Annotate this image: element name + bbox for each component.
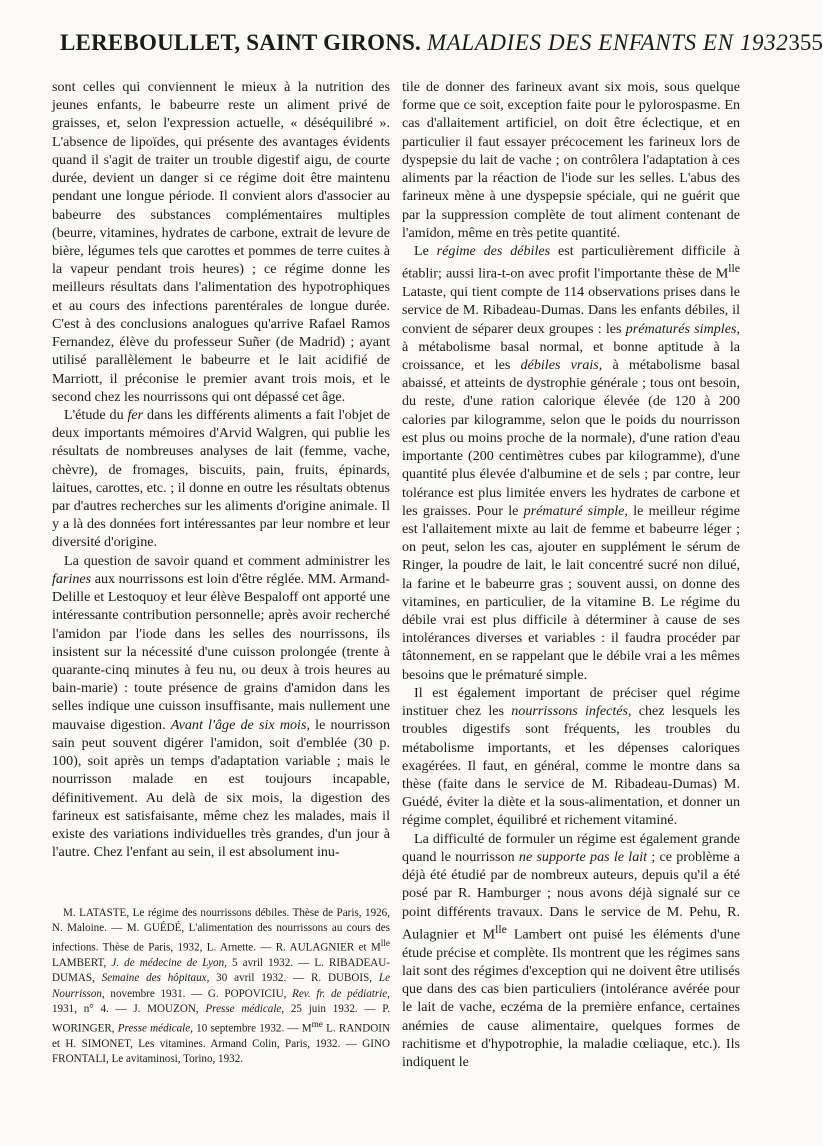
right-paragraph-3: Il est également important de préciser quel régime instituer chez les nourrissons infectés, chez lesquels les troubles digestifs sont fréquents, les troubles du métabolisme importants, et les dépenses caloriques exagérées. Il faut, en général, comme le montre dans sa thèse (faite dans le service de M. Ribadeau-Dumas) M. Guédé, éviter la diète et la sous-alimentation, et donner un régime complet, équilibré et richement vitaminé. (402, 684, 740, 829)
header-title: MALADIES DES ENFANTS EN 1932 (426, 30, 789, 55)
right-column (402, 78, 740, 1071)
footnotes (52, 906, 390, 1067)
footnotes-text: M. LATASTE, Le régime des nourrissons débiles. Thèse de Paris, 1926, N. Maloine. — M. GUÉDÉ, L'alimentation des nourrissons au cours des infections. Thèse de Paris, 1932, L. Arnette. — R. AULAGNIER et $M^{lle}$ LAMBERT, J. de médecine de Lyon, 5 avril 1932. — L. RIBADEAU-DUMAS, Semaine des hôpitaux, 30 avril 1932. — R. DUBOIS, Le Nourrisson, novembre 1931. — G. POPOVICIU, Rev. fr. de pédiatrie, 1931, n° 4. — J. MOUZON, Presse médicale, 25 juin 1932. — P. WORINGER, Presse médicale, 10 septembre 1932. — $M^{me}$ L. RANDOIN et H. SIMONET, Les vitamines. Armand Colin, Paris, 1932. — GINO FRONTALI, Le avitaminosi, Torino, 1932. (52, 907, 391, 1066)
left-paragraph-2: L'étude du fer dans les différents aliments a fait l'objet de deux importants mémoires d'Arvid Walgren, qui publie les résultats de nombreuses analyses de lait (femme, vache, chèvre), de fromages, biscuits, pain, fruits, épinards, laitues, carottes, etc. ; il donne en outre les résultats obtenus par d'autres recherches sur les aliments d'origine animale. Il y a là des données fort intéressantes par leur nombre et leur diversité d'origine. (52, 406, 391, 551)
left-column (52, 78, 390, 861)
right-paragraph-4: La difficulté de formuler un régime est également grande quand le nourrisson ne supporte pas le lait ; ce problème a déjà été étudié par de nombreux auteurs, depuis qu'il a été posé par R. Hamburger ; nous avons déjà signalé sur ce point différents travaux. Dans le service de M. Pehu, R. Aulagnier et $M^{lle}$ Lambert ont puisé les éléments d'une étude précise et complète. Ils montrent que les régimes sans lait sont des régimes d'exception qui ne doivent être utilisés que dans des cas bien particuliers (intolérance avérée pour le lait de vache, eczéma de la première enfance, certaines anémies de cause alimentaire, quelques formes de rachitisme et d'hypotrophie, la maladie cœliaque, etc.). Ils indiquent le (402, 830, 740, 1070)
header-authors: LEREBOULLET, SAINT GIRONS. (60, 30, 421, 55)
right-paragraph-1: tile de donner des farineux avant six mois, sous quelque forme que ce soit, exception faite pour le pylorospasme. En cas d'allaitement artificiel, on doit être éclectique, et en particulier il faut essayer précocement les farineux lors de dyspepsie du lait de vache ; on contrôlera l'adaptation à ces aliments par la réaction de l'iode sur les selles. L'abus des farineux mène à une dyspepsie spéciale, qui ne guérit que par la suppression complète de tout aliment contenant de l'amidon, même en très petite quantité. (402, 79, 740, 241)
page-number: 355 (788, 30, 823, 55)
left-paragraph-1: sont celles qui conviennent le mieux à la nutrition des jeunes enfants, le babeurre reste un aliment privé de graisses, et, selon l'expression actuelle, « déséquilibré ». L'absence de lipoïdes, qui présente des avantages évidents quand il s'agit de traiter un trouble digestif aigu, de courte durée, devient un danger si ce régime doit être maintenu pendant une longue période. Il convient alors d'associer au babeurre des substances complémentaires multiples (beurre, vitamines, hydrates de carbone, extrait de levure de bière, légumes tels que carottes et pommes de terre cuites à la vapeur pendant trois heures) ; ce régime donne les meilleurs résultats dans l'alimentation des hypotrophiques et au cours des infections parentérales de longue durée. C'est à des conclusions analogues qu'arrive Rafael Ramos Fernandez, élève du professeur Suñer (de Madrid) ; ayant utilisé parallèlement le babeurre et le lait acidifié de Marriott, il préconise le premier avant trois mois, et le second chez les nourrissons qui ont dépassé cet âge. (52, 79, 390, 405)
running-header (60, 30, 823, 66)
right-paragraph-2: Le régime des débiles est particulièrement difficile à établir; aussi lira-t-on avec profit l'importante thèse de $M^{lle}$ Lataste, qui tient compte de 114 observations prises dans le service de M. Ribadeau-Dumas. Dans les enfants débiles, il convient de séparer deux groupes : les prématurés simples, à métabolisme basal normal, et bonne aptitude à la croissance, et les débiles vrais, à métabolisme basal abaissé, et atteints de dystrophie générale ; tous ont besoin, du reste, d'une ration calorique élevée (de 120 à 200 calories par kilogramme, selon que le poids du nourrisson est plus ou moins proche de la normale), d'une ration d'eau importante (200 centimètres cubes par kilogramme), d'une quantité plus élevée d'albumine et de sels ; par contre, leur tolérance est plus limitée envers les hydrates de carbone et les graisses. Pour le prématuré simple, le meilleur régime est l'allaitement mixte au lait de femme et babeurre léger ; on peut, selon les cas, ajouter en supplément le sérum de Ringer, la poudre de lait, le lait concentré sucré non dilué, la farine et le babeurre gras ; souvent aussi, on donne des vitamines, en particulier, de la vitamine B. Le régime du débile vrai est plus difficile à déterminer à cause de ses intolérances diverses et variables : il faudra procéder par tâtonnement, en se rappelant que le débile vrai a les mêmes besoins que le prématuré simple. (402, 242, 740, 683)
left-paragraph-3: La question de savoir quand et comment administrer les farines aux nourrissons est loin d'être réglée. MM. Armand-Delille et Lestoquoy et leur élève Bespaloff ont apporté une intéressante contribution personnelle; après avoir recherché l'amidon par l'iode dans les selles des nourrissons, ils insistent sur la nécessité d'une cuisson prolongée (trente à quarante-cinq minutes à feu nu, ou deux à trois heures au bain-marie) : toute présence de grains d'amidon dans les selles indique une cuisson insuffisante, mais nullement une mauvaise digestion. Avant l'âge de six mois, le nourrisson sain peut souvent digérer l'amidon, soit d'emblée (30 p. 100), soit après un temps d'adaptation variable ; mais le nourrisson malade en est toujours incapable, définitivement. Au delà de six mois, la digestion des farineux est satisfaisante, même chez les malades, mais il existe des variations individuelles très grandes, d'un jour à l'autre. Chez l'enfant au sein, il est absolument inu- (52, 552, 391, 861)
